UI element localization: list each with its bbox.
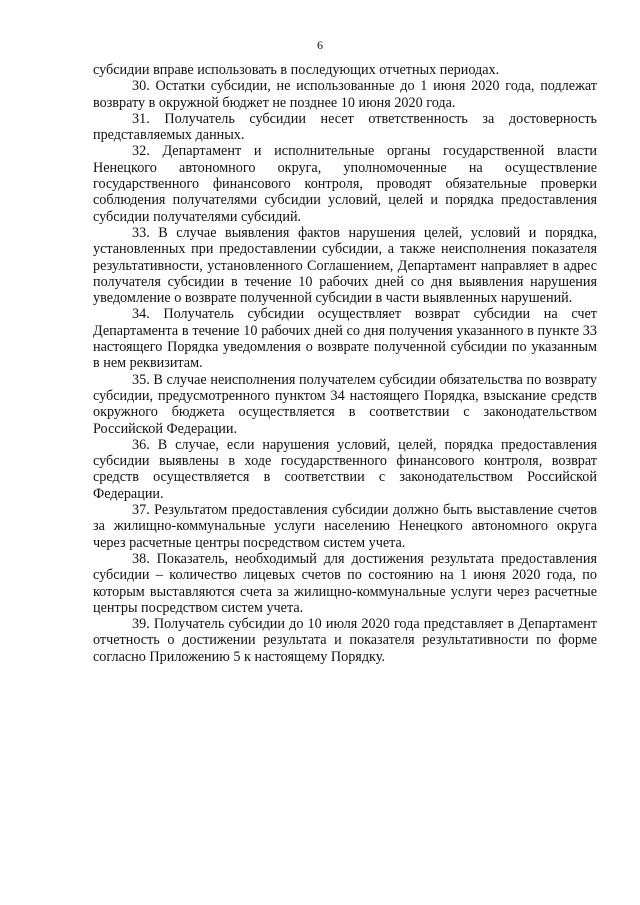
- paragraph: 30. Остатки субсидии, не использованные до 1 июня 2020 года, подлежат возврату в окружной бюджет не позднее 10 июня 2020 года.: [93, 78, 597, 111]
- paragraph: 38. Показатель, необходимый для достижения результата предоставления субсидии – количество лицевых счетов по состоянию на 1 июня 2020 года, по которым выставляются счета за жилищно-коммунальные услуги через расчетные центры посредством систем учета.: [93, 550, 597, 616]
- paragraph: 36. В случае, если нарушения условий, целей, порядка предоставления субсидии выявлены в ходе государственного финансового контроля, возврат средств осуществляется в соответствии с законодательством Российской Федерации.: [93, 436, 597, 502]
- paragraph: 31. Получатель субсидии несет ответственность за достоверность представляемых данных.: [93, 110, 597, 144]
- document-body: [93, 62, 597, 665]
- paragraph: субсидии вправе использовать в последующих отчетных периодах.: [93, 62, 500, 78]
- page-number: 6: [317, 38, 323, 52]
- paragraph: 37. Результатом предоставления субсидии должно быть выставление счетов за жилищно-коммунальные услуги населению Ненецкого автономного округа через расчетные центры посредством систем учета.: [93, 502, 597, 551]
- paragraph: 33. В случае выявления фактов нарушения целей, условий и порядка, установленных при предоставлении субсидии, а также неисполнения показателя результативности, установленного Соглашением, Департамент направляет в адрес получателя субсидии в течение 10 рабочих дней со дня выявления нарушения уведомление о возврате полученной субсидии в части выявленных нарушений.: [93, 224, 597, 307]
- paragraph: 35. В случае неисполнения получателем субсидии обязательства по возврату субсидии, предусмотренного пунктом 34 настоящего Порядка, взыскание средств окружного бюджета осуществляется в соответствии с законодательством Российской Федерации.: [93, 371, 597, 437]
- paragraph: 34. Получатель субсидии осуществляет возврат субсидии на счет Департамента в течение 10 рабочих дней со дня получения указанного в пункте 33 настоящего Порядка уведомления о возврате полученной субсидии по указанным в нем реквизитам.: [93, 306, 597, 372]
- paragraph: 32. Департамент и исполнительные органы государственной власти Ненецкого автономного округа, уполномоченные на осуществление государственного финансового контроля, проводят обязательные проверки соблюдения получателями субсидии условий, целей и порядка предоставления субсидии получателями субсидий.: [93, 143, 597, 225]
- paragraph: 39. Получатель субсидии до 10 июля 2020 года представляет в Департамент отчетность о достижении результата и показателя результативности по форме согласно Приложению 5 к настоящему Порядку.: [93, 616, 597, 665]
